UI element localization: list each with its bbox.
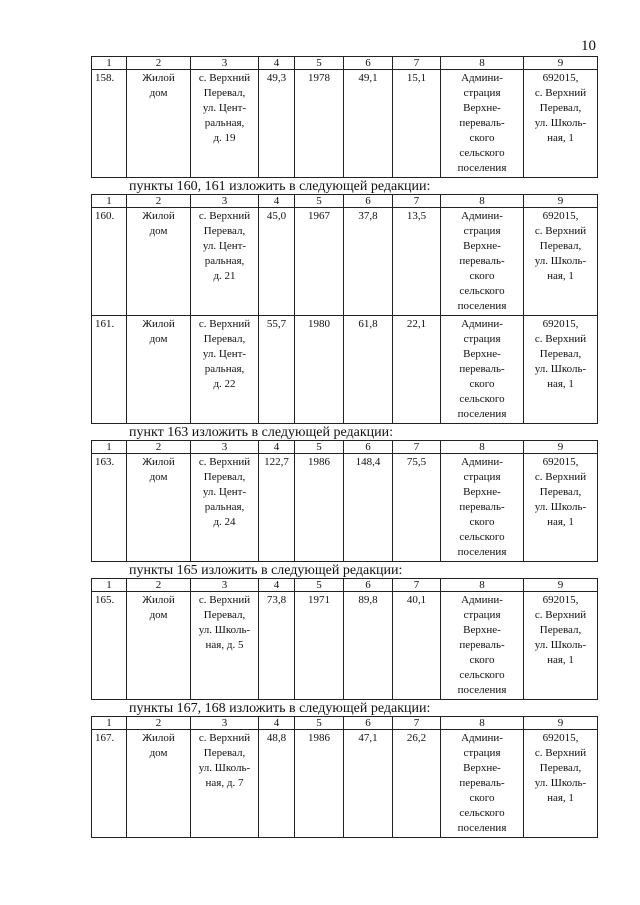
object-address-line: ральная,	[204, 117, 245, 129]
object-address-line: ул. Цент-	[202, 486, 247, 498]
object-address-line: ул. Цент-	[202, 348, 247, 360]
column-number: 9	[524, 579, 598, 592]
object-address-line: с. Верхний	[198, 210, 251, 222]
holder-address-line: ул. Школь-	[534, 501, 587, 513]
table-row	[92, 592, 598, 700]
object-type-line: дом	[149, 87, 168, 99]
object-address-line: д. 22	[213, 378, 236, 390]
object-address-line: ул. Школь-	[198, 624, 251, 636]
section-title: пункты 167, 168 изложить в следующей редакции:	[129, 701, 431, 716]
column-number: 4	[259, 195, 295, 208]
holder-name-line: переваль-	[459, 639, 505, 651]
holder-name-line: переваль-	[459, 501, 505, 513]
object-address-line: Перевал,	[203, 333, 246, 345]
column-number: 9	[524, 717, 598, 730]
holder-address	[524, 592, 598, 700]
column-number: 5	[295, 579, 344, 592]
column-number: 6	[344, 579, 393, 592]
holder-name-line: поселения	[457, 300, 507, 312]
value-2: 22,1	[393, 316, 441, 424]
holder-name	[441, 454, 524, 562]
holder-name-line: ского	[469, 654, 495, 666]
table-row	[92, 208, 598, 316]
holder-address-line: ная, 1	[547, 378, 574, 390]
object-type-line: дом	[149, 609, 168, 621]
object-address-line: ул. Цент-	[202, 102, 247, 114]
column-number: 3	[191, 441, 259, 454]
row-number: 161.	[92, 316, 127, 424]
holder-address-line: 692015,	[542, 72, 579, 84]
holder-address-line: с. Верхний	[534, 471, 587, 483]
holder-address-line: с. Верхний	[534, 87, 587, 99]
holder-address-line: 692015,	[542, 456, 579, 468]
holder-name-line: Админи-	[461, 210, 503, 222]
object-type	[127, 454, 191, 562]
holder-name-line: поселения	[457, 546, 507, 558]
holder-name-line: страция	[463, 471, 501, 483]
holder-address-line: Перевал,	[539, 624, 582, 636]
holder-name-line: страция	[463, 609, 501, 621]
column-number-row	[92, 441, 598, 454]
value-1: 37,8	[344, 208, 393, 316]
holder-name	[441, 592, 524, 700]
holder-name-line: ского	[469, 516, 495, 528]
object-type-line: Жилой	[142, 732, 175, 744]
column-number: 4	[259, 717, 295, 730]
column-number: 7	[393, 717, 441, 730]
object-address	[191, 316, 259, 424]
column-number: 3	[191, 57, 259, 70]
row-number: 165.	[92, 592, 127, 700]
holder-name-line: поселения	[457, 162, 507, 174]
holder-name	[441, 730, 524, 838]
object-type	[127, 208, 191, 316]
object-type-line: Жилой	[142, 72, 175, 84]
holder-address-line: ная, 1	[547, 654, 574, 666]
object-type	[127, 730, 191, 838]
holder-name	[441, 208, 524, 316]
column-number: 8	[441, 579, 524, 592]
holder-address-line: 692015,	[542, 594, 579, 606]
holder-address-line: Перевал,	[539, 348, 582, 360]
column-number: 8	[441, 57, 524, 70]
object-address-line: д. 19	[213, 132, 236, 144]
column-number: 3	[191, 717, 259, 730]
holder-address-line: с. Верхний	[534, 225, 587, 237]
holder-name-line: Верхне-	[463, 624, 501, 636]
holder-address	[524, 730, 598, 838]
object-address-line: Перевал,	[203, 747, 246, 759]
row-number: 158.	[92, 70, 127, 178]
holder-name-line: Верхне-	[463, 240, 501, 252]
holder-name-line: страция	[463, 225, 501, 237]
object-address	[191, 730, 259, 838]
value-2: 40,1	[393, 592, 441, 700]
object-address	[191, 70, 259, 178]
holder-name-line: Админи-	[461, 732, 503, 744]
column-number: 9	[524, 195, 598, 208]
object-address-line: д. 24	[213, 516, 236, 528]
holder-name-line: сельского	[459, 393, 505, 405]
object-address-line: Перевал,	[203, 471, 246, 483]
holder-address-line: 692015,	[542, 732, 579, 744]
row-number: 167.	[92, 730, 127, 838]
holder-address-line: Перевал,	[539, 102, 582, 114]
column-number: 3	[191, 195, 259, 208]
holder-address	[524, 208, 598, 316]
holder-name-line: Админи-	[461, 318, 503, 330]
column-number: 4	[259, 441, 295, 454]
column-number: 2	[127, 195, 191, 208]
holder-name-line: ского	[469, 378, 495, 390]
object-address-line: ул. Школь-	[198, 762, 251, 774]
column-number: 2	[127, 579, 191, 592]
column-number: 1	[92, 195, 127, 208]
holder-address-line: ул. Школь-	[534, 639, 587, 651]
column-number: 3	[191, 579, 259, 592]
holder-name-line: поселения	[457, 408, 507, 420]
column-number-row	[92, 195, 598, 208]
table-row	[92, 70, 598, 178]
holder-address-line: ная, 1	[547, 270, 574, 282]
holder-name-line: ского	[469, 132, 495, 144]
section-title: пункты 165 изложить в следующей редакции:	[129, 563, 403, 578]
holder-name-line: Верхне-	[463, 762, 501, 774]
total-area: 73,8	[259, 592, 295, 700]
holder-address-line: ная, 1	[547, 132, 574, 144]
object-address-line: с. Верхний	[198, 318, 251, 330]
column-number-row	[92, 579, 598, 592]
column-number: 4	[259, 579, 295, 592]
holder-name-line: сельского	[459, 669, 505, 681]
column-number: 8	[441, 441, 524, 454]
object-address-line: Перевал,	[203, 87, 246, 99]
holder-name-line: страция	[463, 87, 501, 99]
build-year: 1986	[295, 730, 344, 838]
holder-address-line: ная, 1	[547, 516, 574, 528]
object-address-line: с. Верхний	[198, 732, 251, 744]
column-number: 2	[127, 717, 191, 730]
column-number: 6	[344, 57, 393, 70]
object-address-line: ул. Цент-	[202, 240, 247, 252]
object-type-line: Жилой	[142, 594, 175, 606]
column-number: 9	[524, 57, 598, 70]
object-address	[191, 454, 259, 562]
column-number: 8	[441, 717, 524, 730]
holder-name	[441, 70, 524, 178]
holder-name-line: Админи-	[461, 72, 503, 84]
value-1: 89,8	[344, 592, 393, 700]
column-number: 1	[92, 441, 127, 454]
value-2: 75,5	[393, 454, 441, 562]
column-number: 6	[344, 441, 393, 454]
object-address	[191, 592, 259, 700]
column-number: 1	[92, 57, 127, 70]
build-year: 1986	[295, 454, 344, 562]
object-type-line: Жилой	[142, 210, 175, 222]
object-type-line: дом	[149, 747, 168, 759]
object-address-line: ная, д. 7	[205, 777, 244, 789]
holder-name-line: сельского	[459, 531, 505, 543]
object-type-line: дом	[149, 225, 168, 237]
column-number: 6	[344, 717, 393, 730]
object-address-line: ная, д. 5	[205, 639, 244, 651]
register-table	[91, 56, 598, 178]
amendment-sections	[91, 56, 597, 838]
column-number: 8	[441, 195, 524, 208]
table-row	[92, 730, 598, 838]
column-number: 6	[344, 195, 393, 208]
object-address-line: Перевал,	[203, 609, 246, 621]
holder-address-line: ул. Школь-	[534, 117, 587, 129]
build-year: 1980	[295, 316, 344, 424]
object-type-line: дом	[149, 471, 168, 483]
column-number: 5	[295, 441, 344, 454]
holder-address-line: Перевал,	[539, 240, 582, 252]
holder-address-line: Перевал,	[539, 486, 582, 498]
holder-address-line: с. Верхний	[534, 609, 587, 621]
holder-name-line: переваль-	[459, 363, 505, 375]
column-number: 5	[295, 195, 344, 208]
section-title: пункты 160, 161 изложить в следующей редакции:	[129, 179, 431, 194]
object-address-line: Перевал,	[203, 225, 246, 237]
object-type-line: Жилой	[142, 456, 175, 468]
page-number: 10	[581, 38, 596, 54]
value-1: 148,4	[344, 454, 393, 562]
value-2: 13,5	[393, 208, 441, 316]
object-address	[191, 208, 259, 316]
column-number: 7	[393, 441, 441, 454]
register-table	[91, 194, 598, 424]
object-address-line: ральная,	[204, 255, 245, 267]
total-area: 49,3	[259, 70, 295, 178]
holder-name-line: Админи-	[461, 456, 503, 468]
column-number: 5	[295, 57, 344, 70]
holder-name	[441, 316, 524, 424]
section-title: пункт 163 изложить в следующей редакции:	[129, 425, 393, 440]
holder-address-line: ул. Школь-	[534, 777, 587, 789]
holder-name-line: сельского	[459, 147, 505, 159]
column-number: 2	[127, 57, 191, 70]
register-table	[91, 578, 598, 700]
holder-address-line: Перевал,	[539, 762, 582, 774]
holder-name-line: страция	[463, 333, 501, 345]
object-type	[127, 70, 191, 178]
object-type	[127, 592, 191, 700]
column-number-row	[92, 717, 598, 730]
total-area: 45,0	[259, 208, 295, 316]
object-address-line: д. 21	[213, 270, 236, 282]
table-row	[92, 454, 598, 562]
holder-name-line: Верхне-	[463, 486, 501, 498]
column-number: 9	[524, 441, 598, 454]
object-address-line: с. Верхний	[198, 456, 251, 468]
holder-address	[524, 454, 598, 562]
holder-name-line: поселения	[457, 684, 507, 696]
object-type-line: дом	[149, 333, 168, 345]
column-number: 1	[92, 579, 127, 592]
holder-name-line: поселения	[457, 822, 507, 834]
column-number: 4	[259, 57, 295, 70]
holder-address	[524, 316, 598, 424]
build-year: 1971	[295, 592, 344, 700]
table-row	[92, 316, 598, 424]
total-area: 122,7	[259, 454, 295, 562]
holder-name-line: Верхне-	[463, 102, 501, 114]
holder-address-line: с. Верхний	[534, 333, 587, 345]
holder-address-line: ная, 1	[547, 792, 574, 804]
holder-name-line: Админи-	[461, 594, 503, 606]
object-type	[127, 316, 191, 424]
holder-address-line: 692015,	[542, 318, 579, 330]
holder-address-line: с. Верхний	[534, 747, 587, 759]
column-number: 5	[295, 717, 344, 730]
holder-address-line: ул. Школь-	[534, 255, 587, 267]
holder-name-line: переваль-	[459, 777, 505, 789]
total-area: 48,8	[259, 730, 295, 838]
value-1: 61,8	[344, 316, 393, 424]
holder-name-line: Верхне-	[463, 348, 501, 360]
holder-name-line: страция	[463, 747, 501, 759]
value-1: 47,1	[344, 730, 393, 838]
value-2: 26,2	[393, 730, 441, 838]
holder-address	[524, 70, 598, 178]
row-number: 160.	[92, 208, 127, 316]
register-table	[91, 716, 598, 838]
holder-address-line: ул. Школь-	[534, 363, 587, 375]
object-type-line: Жилой	[142, 318, 175, 330]
holder-name-line: ского	[469, 270, 495, 282]
row-number: 163.	[92, 454, 127, 562]
holder-name-line: ского	[469, 792, 495, 804]
build-year: 1967	[295, 208, 344, 316]
column-number: 7	[393, 57, 441, 70]
holder-name-line: переваль-	[459, 117, 505, 129]
object-address-line: ральная,	[204, 501, 245, 513]
column-number: 1	[92, 717, 127, 730]
column-number: 7	[393, 195, 441, 208]
holder-name-line: сельского	[459, 285, 505, 297]
object-address-line: ральная,	[204, 363, 245, 375]
column-number: 2	[127, 441, 191, 454]
object-address-line: с. Верхний	[198, 72, 251, 84]
register-table	[91, 440, 598, 562]
holder-address-line: 692015,	[542, 210, 579, 222]
object-address-line: с. Верхний	[198, 594, 251, 606]
value-2: 15,1	[393, 70, 441, 178]
holder-name-line: сельского	[459, 807, 505, 819]
holder-name-line: переваль-	[459, 255, 505, 267]
value-1: 49,1	[344, 70, 393, 178]
total-area: 55,7	[259, 316, 295, 424]
build-year: 1978	[295, 70, 344, 178]
column-number-row	[92, 57, 598, 70]
column-number: 7	[393, 579, 441, 592]
